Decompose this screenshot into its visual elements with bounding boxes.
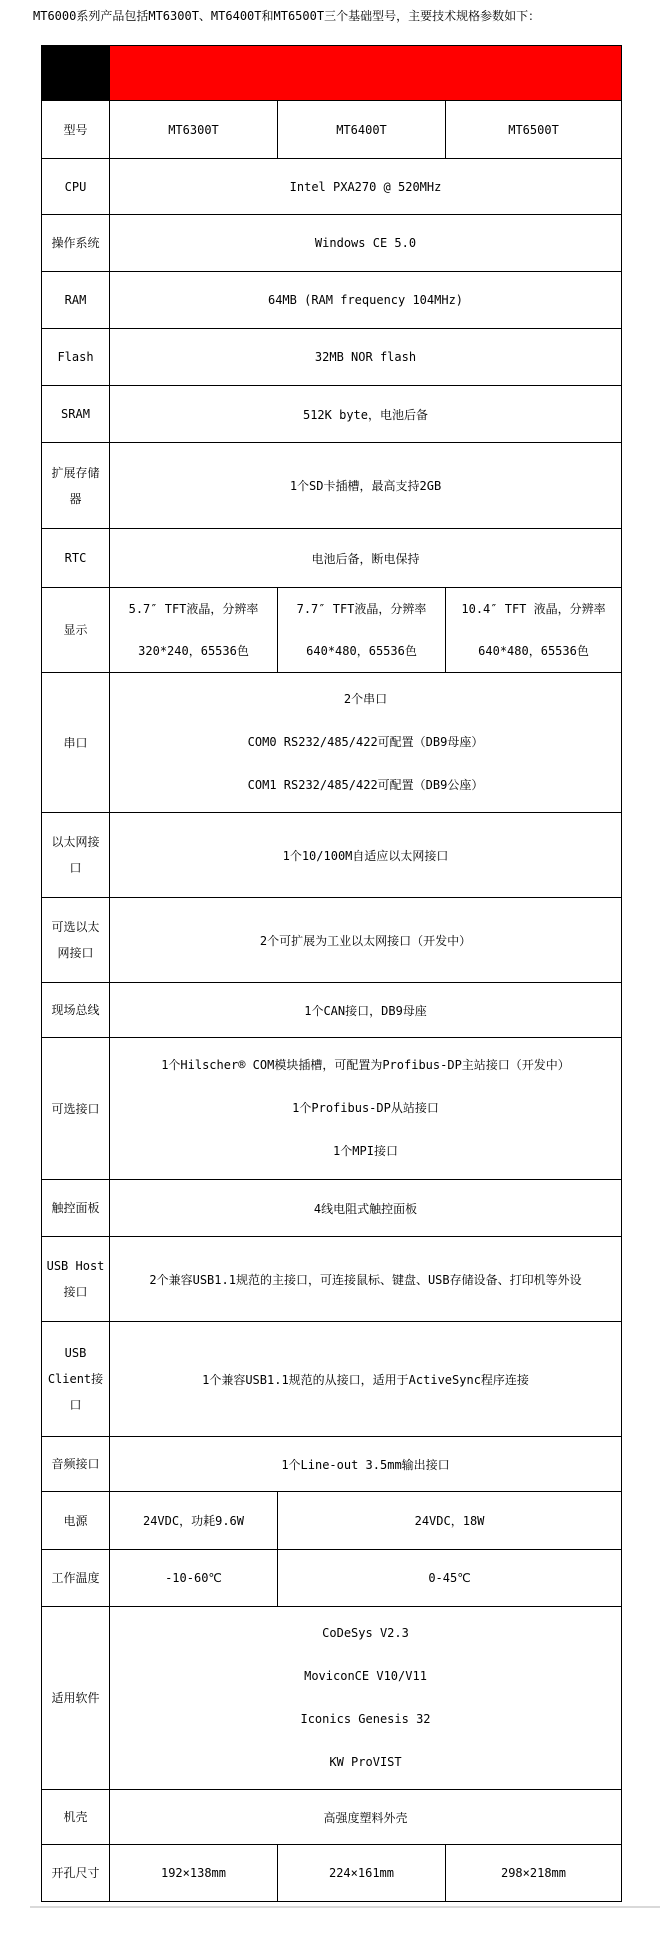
table-row-power bbox=[42, 1492, 622, 1550]
table-row-ext-storage bbox=[42, 443, 622, 529]
value-cell: 1个SD卡插槽，最高支持2GB bbox=[110, 443, 622, 529]
temp-cell-mt6300t: -10-60℃ bbox=[110, 1550, 278, 1607]
row-label: 串口 bbox=[42, 673, 110, 813]
row-label bbox=[42, 1237, 110, 1322]
value-line: KW ProVIST bbox=[329, 1755, 402, 1769]
table-row-usb-host bbox=[42, 1237, 622, 1322]
row-label: 操作系统 bbox=[42, 215, 110, 272]
display-cell-mt6400t bbox=[278, 588, 446, 673]
table-row-rtc bbox=[42, 529, 622, 588]
table-row-software bbox=[42, 1607, 622, 1790]
row-label: 型号 bbox=[42, 101, 110, 159]
row-label: 显示 bbox=[42, 588, 110, 673]
table-corner-cell bbox=[42, 46, 110, 101]
table-row-case bbox=[42, 1790, 622, 1845]
row-label-line: 可选以太 bbox=[51, 920, 100, 934]
row-label-line: USB bbox=[64, 1346, 87, 1360]
power-cell-mt6300t: 24VDC，功耗9.6W bbox=[110, 1492, 278, 1550]
cutout-cell-mt6500t: 298×218mm bbox=[446, 1845, 622, 1902]
row-label bbox=[42, 1322, 110, 1437]
value-line: 2个串口 bbox=[343, 692, 388, 706]
row-label-line: 器 bbox=[69, 491, 82, 506]
value-line: COM1 RS232/485/422可配置（DB9公座） bbox=[247, 778, 484, 792]
value-cell: 1个Line-out 3.5mm输出接口 bbox=[110, 1437, 622, 1492]
display-line: 7.7″ TFT液晶，分辨率 bbox=[296, 602, 427, 616]
row-label: 开孔尺寸 bbox=[42, 1845, 110, 1902]
value-cell: 2个可扩展为工业以太网接口（开发中） bbox=[110, 898, 622, 983]
row-label bbox=[42, 898, 110, 983]
row-label: RTC bbox=[42, 529, 110, 588]
row-label-line: 接口 bbox=[63, 1285, 88, 1299]
display-line: 320*240，65536色 bbox=[138, 644, 249, 658]
row-label: 音频接口 bbox=[42, 1437, 110, 1492]
table-row-cpu bbox=[42, 159, 622, 215]
display-cell-mt6300t bbox=[110, 588, 278, 673]
row-label-line: USB Host bbox=[46, 1259, 105, 1273]
value-cell: 512K byte，电池后备 bbox=[110, 386, 622, 443]
table-row-usb-client bbox=[42, 1322, 622, 1437]
display-cell-mt6500t bbox=[446, 588, 622, 673]
model-cell-mt6300t: MT6300T bbox=[110, 101, 278, 159]
table-header-row bbox=[42, 46, 622, 101]
value-cell bbox=[110, 673, 622, 813]
row-label: SRAM bbox=[42, 386, 110, 443]
row-label: 触控面板 bbox=[42, 1180, 110, 1237]
row-label-line: 网接口 bbox=[57, 946, 94, 960]
table-row-audio bbox=[42, 1437, 622, 1492]
value-cell: 1个兼容USB1.1规范的从接口，适用于ActiveSync程序连接 bbox=[110, 1322, 622, 1437]
table-row-work-temp bbox=[42, 1550, 622, 1607]
value-cell: 32MB NOR flash bbox=[110, 329, 622, 386]
cutout-cell-mt6300t: 192×138mm bbox=[110, 1845, 278, 1902]
row-label: RAM bbox=[42, 272, 110, 329]
value-cell: 2个兼容USB1.1规范的主接口，可连接鼠标、键盘、USB存储设备、打印机等外设 bbox=[110, 1237, 622, 1322]
row-label: 工作温度 bbox=[42, 1550, 110, 1607]
value-line: MoviconCE V10/V11 bbox=[304, 1669, 427, 1683]
table-row-os bbox=[42, 215, 622, 272]
value-line: COM0 RS232/485/422可配置（DB9母座） bbox=[247, 735, 484, 749]
row-label: 电源 bbox=[42, 1492, 110, 1550]
row-label: CPU bbox=[42, 159, 110, 215]
table-row-touch-panel bbox=[42, 1180, 622, 1237]
value-cell: 4线电阻式触控面板 bbox=[110, 1180, 622, 1237]
spec-table bbox=[41, 45, 622, 1902]
value-cell: Intel PXA270 @ 520MHz bbox=[110, 159, 622, 215]
value-line: Iconics Genesis 32 bbox=[300, 1712, 431, 1726]
power-cell-mt6400t-mt6500t: 24VDC，18W bbox=[278, 1492, 622, 1550]
value-line: CoDeSys V2.3 bbox=[322, 1626, 409, 1640]
row-label: 适用软件 bbox=[42, 1607, 110, 1790]
row-label: 现场总线 bbox=[42, 983, 110, 1038]
row-label-line: 口 bbox=[69, 1398, 82, 1412]
model-cell-mt6500t: MT6500T bbox=[446, 101, 622, 159]
row-label-line: 扩展存储 bbox=[51, 465, 100, 480]
value-line: 1个Profibus-DP从站接口 bbox=[292, 1101, 439, 1115]
display-line: 10.4″ TFT 液晶，分辨率 bbox=[461, 602, 606, 616]
value-line: 1个Hilscher® COM模块插槽，可配置为Profibus-DP主站接口（开发中） bbox=[161, 1058, 570, 1072]
display-line: 640*480，65536色 bbox=[306, 644, 417, 658]
table-row-display bbox=[42, 588, 622, 673]
value-cell bbox=[110, 1038, 622, 1180]
value-cell bbox=[110, 1607, 622, 1790]
display-line: 5.7″ TFT液晶，分辨率 bbox=[128, 602, 259, 616]
table-row-opt-interface bbox=[42, 1038, 622, 1180]
display-line: 640*480，65536色 bbox=[478, 644, 589, 658]
table-row-models bbox=[42, 101, 622, 159]
table-row-flash bbox=[42, 329, 622, 386]
table-header-band bbox=[110, 46, 622, 101]
row-label-line: 以太网接 bbox=[51, 835, 100, 849]
temp-cell-mt6400t-mt6500t: 0-45℃ bbox=[278, 1550, 622, 1607]
row-label: Flash bbox=[42, 329, 110, 386]
table-row-opt-ethernet bbox=[42, 898, 622, 983]
value-cell: 电池后备，断电保持 bbox=[110, 529, 622, 588]
value-line: 1个MPI接口 bbox=[333, 1144, 398, 1158]
intro-text: MT6000系列产品包括MT6300T、MT6400T和MT6500T三个基础型号，主要技术规格参数如下： bbox=[33, 9, 541, 23]
value-cell: 1个CAN接口，DB9母座 bbox=[110, 983, 622, 1038]
value-cell: 高强度塑料外壳 bbox=[110, 1790, 622, 1845]
table-row-cutout bbox=[42, 1845, 622, 1902]
value-cell: 1个10/100M自适应以太网接口 bbox=[110, 813, 622, 898]
row-label bbox=[42, 813, 110, 898]
row-label-line: Client接 bbox=[47, 1372, 104, 1386]
row-label-line: 口 bbox=[69, 861, 82, 875]
bottom-divider bbox=[30, 1906, 660, 1908]
table-row-serial bbox=[42, 673, 622, 813]
model-cell-mt6400t: MT6400T bbox=[278, 101, 446, 159]
table-row-ram bbox=[42, 272, 622, 329]
table-row-ethernet bbox=[42, 813, 622, 898]
row-label: 可选接口 bbox=[42, 1038, 110, 1180]
table-row-sram bbox=[42, 386, 622, 443]
row-label: 机壳 bbox=[42, 1790, 110, 1845]
table-row-fieldbus bbox=[42, 983, 622, 1038]
value-cell: Windows CE 5.0 bbox=[110, 215, 622, 272]
value-cell: 64MB (RAM frequency 104MHz) bbox=[110, 272, 622, 329]
cutout-cell-mt6400t: 224×161mm bbox=[278, 1845, 446, 1902]
row-label bbox=[42, 443, 110, 529]
